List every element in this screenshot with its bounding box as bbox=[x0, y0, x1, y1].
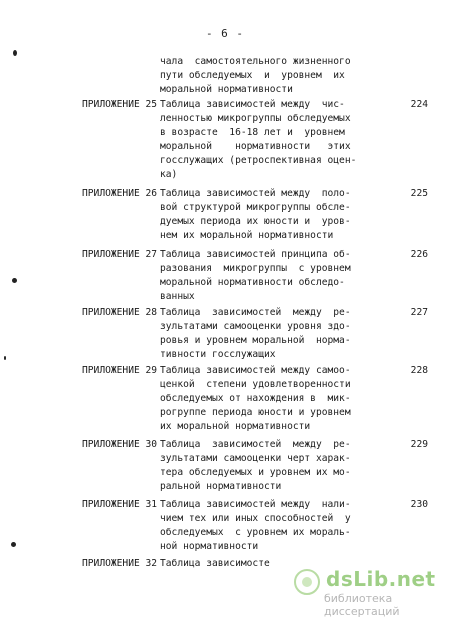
scan-mark bbox=[11, 542, 16, 547]
entry-text-line: вой структурой микрогруппы обсле- bbox=[160, 202, 351, 213]
entry-text-line: Таблица зависимостей между ре- bbox=[160, 307, 351, 318]
page-ref: 225 bbox=[410, 188, 428, 199]
entry-text-line: ценкой степени удовлетворенности bbox=[160, 379, 351, 390]
appendix-label: ПРИЛОЖЕНИЕ 32 bbox=[82, 558, 158, 569]
entry-text-line: в возрасте 16-18 лет и уровнем bbox=[160, 127, 345, 138]
entry-text-line: нем их моральной нормативности bbox=[160, 230, 334, 241]
entry-text-line: ной нормативности bbox=[160, 541, 259, 552]
page-ref: 226 bbox=[410, 249, 428, 260]
entry-text-line: Таблица зависимостей между нали- bbox=[160, 499, 351, 510]
entry-text-line: дуемых периода их юности и уров- bbox=[160, 216, 351, 227]
logo-circle-icon bbox=[294, 569, 320, 595]
scan-mark bbox=[12, 278, 17, 283]
entry-text-line: ванных bbox=[160, 291, 195, 302]
entry-text-line: чием тех или иных способностей у bbox=[160, 513, 351, 524]
page-ref: 228 bbox=[410, 365, 428, 376]
entry-text-line: чала самостоятельного жизненного bbox=[160, 56, 351, 67]
entry-text-line: моральной нормативности этих bbox=[160, 141, 351, 152]
entry-text-line: Таблица зависимостей между поло- bbox=[160, 188, 351, 199]
appendix-label: ПРИЛОЖЕНИЕ 28 bbox=[82, 307, 158, 318]
page-ref: 229 bbox=[410, 439, 428, 450]
entry-text-line: ральной нормативности bbox=[160, 481, 282, 492]
watermark-title: dsLib.net bbox=[326, 567, 436, 591]
entry-text-line: пути обследуемых и уровнем их bbox=[160, 70, 345, 81]
entry-text-line: ровья и уровнем моральной норма- bbox=[160, 335, 351, 346]
appendix-label: ПРИЛОЖЕНИЕ 29 bbox=[82, 365, 158, 376]
entry-text-line: их моральной нормативности bbox=[160, 421, 311, 432]
page-ref: 227 bbox=[410, 307, 428, 318]
page-ref: 230 bbox=[410, 499, 428, 510]
entry-text-line: обследуемых от нахождения в мик- bbox=[160, 393, 351, 404]
appendix-label: ПРИЛОЖЕНИЕ 26 bbox=[82, 188, 158, 199]
entry-text-line: разования микрогруппы с уровнем bbox=[160, 263, 351, 274]
entry-text-line: обследуемых с уровнем их мораль- bbox=[160, 527, 351, 538]
entry-text-line: Таблица зависимосте bbox=[160, 558, 270, 569]
entry-text-line: госслужащих (ретроспективная оцен- bbox=[160, 155, 357, 166]
appendix-label: ПРИЛОЖЕНИЕ 31 bbox=[82, 499, 158, 510]
entry-text-line: Таблица зависимостей между самоо- bbox=[160, 365, 351, 376]
entry-text-line: моральной нормативности bbox=[160, 84, 293, 95]
entry-text-line: Таблица зависимостей принципа об- bbox=[160, 249, 351, 260]
entry-text-line: тера обследуемых и уровнем их мо- bbox=[160, 467, 351, 478]
entry-text-line: ленностью микрогруппы обследуемых bbox=[160, 113, 351, 124]
entry-text-line: Таблица зависимостей между чис- bbox=[160, 99, 345, 110]
appendix-label: ПРИЛОЖЕНИЕ 25 bbox=[82, 99, 158, 110]
page-ref: 224 bbox=[410, 99, 428, 110]
entry-text-line: Таблица зависимостей между ре- bbox=[160, 439, 351, 450]
appendix-label: ПРИЛОЖЕНИЕ 30 bbox=[82, 439, 158, 450]
scan-mark bbox=[13, 50, 17, 56]
entry-text-line: зультатами самооценки уровня здо- bbox=[160, 321, 351, 332]
entry-text-line: ка) bbox=[160, 169, 178, 180]
entry-text-line: зультатами самооценки черт харак- bbox=[160, 453, 351, 464]
entry-text-line: моральной нормативности обследо- bbox=[160, 277, 345, 288]
entry-text-line: тивности госслужащих bbox=[160, 349, 276, 360]
watermark-subtitle: библиотека диссертаций bbox=[324, 592, 400, 618]
page-number: - 6 - bbox=[205, 27, 245, 40]
appendix-label: ПРИЛОЖЕНИЕ 27 bbox=[82, 249, 158, 260]
watermark-logo bbox=[294, 567, 444, 618]
scan-mark bbox=[4, 356, 6, 360]
entry-text-line: рогруппе периода юности и уровнем bbox=[160, 407, 351, 418]
